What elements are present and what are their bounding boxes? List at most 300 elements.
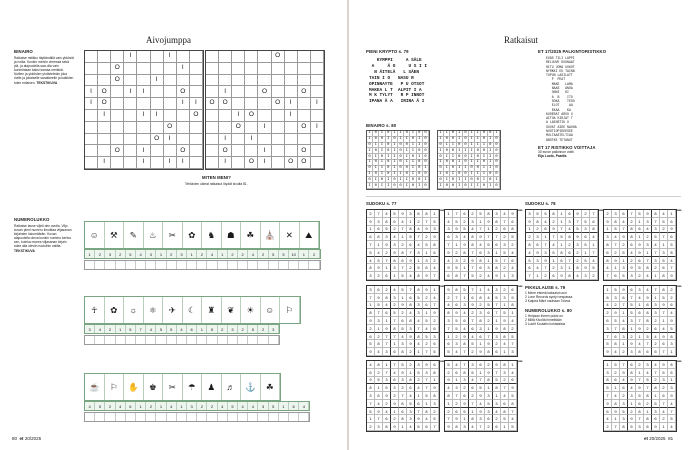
sudoku-cell: 8 [501, 361, 509, 369]
binairo-cell[interactable]: I [98, 110, 111, 122]
binairo-solution-cell: 0 [494, 148, 500, 154]
numerolukko-answer-cell[interactable] [228, 261, 238, 269]
binairo-cell[interactable]: I [311, 122, 324, 134]
binairo-cell[interactable] [124, 157, 137, 169]
binairo-cell[interactable]: I [151, 110, 164, 122]
binairo-solution-cell: I [404, 160, 410, 166]
numerolukko-answer-cell[interactable] [177, 413, 187, 421]
sudoku-cell: 9 [431, 233, 439, 241]
numerolukko-answer-cell[interactable] [105, 413, 115, 421]
binairo-cell[interactable] [311, 51, 324, 63]
binairo-cell[interactable]: I [124, 51, 137, 63]
binairo-cell[interactable] [206, 122, 219, 134]
binairo-cell[interactable] [190, 75, 203, 87]
sudoku-cell: 9 [612, 257, 620, 265]
numerolukko-answer-cell[interactable] [85, 336, 95, 344]
binairo-cell[interactable] [190, 134, 203, 146]
numerolukko-answer-cell[interactable] [187, 413, 197, 421]
binairo-cell[interactable] [311, 157, 324, 169]
binairo-cell[interactable]: I [98, 157, 111, 169]
numerolukko-answer-cell[interactable] [238, 261, 248, 269]
numerolukko-answer-cell[interactable] [116, 336, 126, 344]
binairo-cell[interactable]: O [98, 98, 111, 110]
binairo-cell[interactable] [311, 110, 324, 122]
numerolukko-answer-cell[interactable] [207, 413, 217, 421]
binairo-cell[interactable] [164, 75, 177, 87]
sudoku-cell: 6 [485, 415, 493, 423]
numerolukko-number: 2 [258, 250, 268, 258]
binairo-cell[interactable]: I [124, 86, 137, 98]
binairo-cell[interactable] [190, 63, 203, 75]
binairo-cell[interactable] [272, 157, 285, 169]
binairo-cell[interactable] [151, 98, 164, 110]
binairo-cell[interactable]: I [85, 98, 98, 110]
numerolukko-answer-cell[interactable] [228, 413, 238, 421]
numerolukko-picture-icon: ✂ [163, 222, 183, 248]
binairo-cell[interactable] [285, 51, 298, 63]
binairo-cell[interactable] [232, 86, 245, 98]
binairo-cell[interactable]: I [137, 86, 150, 98]
binairo-cell[interactable] [298, 63, 311, 75]
binairo-cell[interactable] [124, 145, 137, 157]
sudoku-cell: 9 [391, 423, 399, 431]
binairo-cell[interactable] [311, 75, 324, 87]
binairo-cell[interactable]: I [219, 134, 232, 146]
binairo-cell[interactable] [190, 51, 203, 63]
binairo-cell[interactable] [298, 110, 311, 122]
binairo-cell[interactable] [285, 86, 298, 98]
binairo-cell[interactable]: I [151, 75, 164, 87]
page-title-left: Aivojumppa [146, 35, 191, 45]
binairo-cell[interactable]: O [272, 98, 285, 110]
sudoku-cell: 4 [391, 286, 399, 294]
binairo-cell[interactable] [85, 75, 98, 87]
numerolukko-answer-cell[interactable] [238, 336, 248, 344]
numerolukko-answer-cell[interactable] [197, 413, 207, 421]
binairo-cell[interactable] [177, 75, 190, 87]
binairo-cell[interactable] [232, 63, 245, 75]
sudoku-cell: 1 [407, 369, 415, 377]
numerolukko-answer-cell[interactable] [309, 261, 319, 269]
binairo-cell[interactable] [245, 98, 258, 110]
binairo-cell[interactable] [85, 110, 98, 122]
binairo-cell[interactable] [111, 110, 124, 122]
binairo-cell[interactable] [245, 122, 258, 134]
binairo-cell[interactable] [206, 110, 219, 122]
binairo-cell[interactable] [124, 63, 137, 75]
numerolukko-picture-icon: ✋ [124, 374, 144, 400]
binairo-cell[interactable]: O [164, 122, 177, 134]
numerolukko-answer-cell[interactable] [85, 261, 95, 269]
binairo-cell[interactable] [164, 110, 177, 122]
numerolukko-answer-cell[interactable] [197, 336, 207, 344]
binairo-cell[interactable] [190, 122, 203, 134]
numerolukko-answer-cell[interactable] [279, 413, 289, 421]
binairo-cell[interactable] [124, 75, 137, 87]
binairo-cell[interactable] [206, 157, 219, 169]
binairo-cell[interactable] [85, 63, 98, 75]
numerolukko-answer-cell[interactable] [146, 336, 156, 344]
sudoku-cell: 4 [668, 309, 676, 317]
sudoku-cell: 1 [375, 384, 383, 392]
binairo-cell[interactable]: I [219, 157, 232, 169]
binairo-cell[interactable] [190, 157, 203, 169]
binairo-cell[interactable] [124, 98, 137, 110]
sudoku-cell: 2 [375, 369, 383, 377]
binairo-cell[interactable]: O [177, 145, 190, 157]
numerolukko-answer-cell[interactable] [177, 336, 187, 344]
binairo-cell[interactable]: I [164, 51, 177, 63]
sudoku-cell: 8 [612, 400, 620, 408]
binairo-cell[interactable] [137, 122, 150, 134]
binairo-cell[interactable] [111, 98, 124, 110]
binairo-cell[interactable] [111, 134, 124, 146]
binairo-cell[interactable]: I [164, 157, 177, 169]
binairo-cell[interactable]: O [219, 145, 232, 157]
numerolukko-answer-cell[interactable] [105, 336, 115, 344]
binairo-cell[interactable] [285, 75, 298, 87]
binairo-cell[interactable] [272, 122, 285, 134]
numerolukko-answer-cell[interactable] [187, 261, 197, 269]
binairo-cell[interactable]: O [285, 157, 298, 169]
binairo-cell[interactable] [258, 98, 271, 110]
binairo-cell[interactable] [111, 51, 124, 63]
numerolukko-answer-cell[interactable] [167, 261, 177, 269]
binairo-cell[interactable]: O [232, 122, 245, 134]
binairo-cell[interactable]: I [285, 110, 298, 122]
binairo-cell[interactable]: I [219, 86, 232, 98]
binairo-cell[interactable]: O [298, 86, 311, 98]
binairo-cell[interactable] [245, 75, 258, 87]
numerolukko-answer-cell[interactable] [156, 413, 166, 421]
binairo-cell[interactable] [124, 134, 137, 146]
numerolukko-answer-cell[interactable] [228, 336, 238, 344]
numerolukko-answer-cell[interactable] [146, 261, 156, 269]
binairo-cell[interactable]: I [137, 157, 150, 169]
binairo-cell[interactable] [111, 157, 124, 169]
sudoku-cell: 4 [636, 340, 644, 348]
numerolukko-answer-cell[interactable] [95, 336, 105, 344]
binairo-cell[interactable] [298, 134, 311, 146]
binairo-cell[interactable]: I [258, 145, 271, 157]
binairo-cell[interactable]: O [258, 86, 271, 98]
sudoku-cell: 2 [453, 249, 461, 257]
sudoku-cell: 9 [431, 384, 439, 392]
numerolukko-answer-cell[interactable] [167, 336, 177, 344]
sudoku-cell: 5 [469, 369, 477, 377]
sudoku-cell: 1 [477, 286, 485, 294]
binairo-cell[interactable]: I [311, 98, 324, 110]
numerolukko-answer-cell[interactable] [177, 261, 187, 269]
binairo-cell[interactable] [245, 86, 258, 98]
numerolukko-answer-cell[interactable] [299, 413, 309, 421]
numerolukko-answer-cell[interactable] [258, 336, 268, 344]
binairo-cell[interactable] [98, 63, 111, 75]
numerolukko-answer-row[interactable] [84, 335, 280, 345]
binairo-cell[interactable] [124, 122, 137, 134]
binairo-cell[interactable] [137, 63, 150, 75]
binairo-cell[interactable] [177, 51, 190, 63]
numerolukko-answer-cell[interactable] [116, 261, 126, 269]
binairo-cell[interactable]: I [258, 122, 271, 134]
numerolukko-answer-cell[interactable] [156, 336, 166, 344]
sudoku-cell: 4 [445, 302, 453, 310]
binairo-cell[interactable] [258, 63, 271, 75]
sudoku-cell: 7 [574, 218, 582, 226]
numerolukko-answer-cell[interactable] [207, 336, 217, 344]
binairo-cell[interactable]: I [232, 110, 245, 122]
numerolukko-answer-cell[interactable] [116, 413, 126, 421]
numerolukko-answer-cell[interactable] [269, 413, 279, 421]
binairo-solution-cell: 0 [475, 154, 481, 160]
numerolukko-answer-cell[interactable] [299, 261, 309, 269]
binairo-cell[interactable] [272, 145, 285, 157]
sudoku-cell: 1 [668, 348, 676, 356]
binairo-solution-cell: I [392, 148, 398, 154]
binairo-solution-cell: I [392, 166, 398, 172]
binairo-cell[interactable] [206, 134, 219, 146]
binairo-cell[interactable] [311, 63, 324, 75]
binairo-cell[interactable] [111, 86, 124, 98]
numerolukko-answer-cell[interactable] [269, 261, 279, 269]
binairo-cell[interactable] [258, 75, 271, 87]
binairo-cell[interactable] [85, 122, 98, 134]
binairo-cell[interactable] [137, 134, 150, 146]
binairo-cell[interactable]: O [298, 157, 311, 169]
sudoku-cell: 5 [367, 408, 375, 416]
binairo-puzzle-grid-1[interactable] [84, 50, 204, 170]
binairo-cell[interactable] [232, 134, 245, 146]
binairo-cell[interactable] [98, 122, 111, 134]
binairo-cell[interactable] [85, 157, 98, 169]
numerolukko-answer-cell[interactable] [136, 413, 146, 421]
binairo-cell[interactable] [219, 51, 232, 63]
sudoku-cell: 1 [469, 408, 477, 416]
binairo-cell[interactable]: O [190, 110, 203, 122]
binairo-cell[interactable] [272, 86, 285, 98]
numerolukko-answer-cell[interactable] [156, 261, 166, 269]
binairo-cell[interactable] [137, 75, 150, 87]
binairo-cell[interactable]: I [137, 145, 150, 157]
sudoku-cell: 9 [431, 309, 439, 317]
binairo-cell[interactable] [298, 51, 311, 63]
binairo-cell[interactable] [98, 134, 111, 146]
binairo-cell[interactable] [190, 86, 203, 98]
binairo-cell[interactable] [298, 75, 311, 87]
binairo-cell[interactable] [272, 110, 285, 122]
numerolukko-answer-cell[interactable] [218, 336, 228, 344]
binairo-cell[interactable] [111, 122, 124, 134]
binairo-cell[interactable] [219, 110, 232, 122]
numerolukko-answer-cell[interactable] [95, 261, 105, 269]
numerolukko-answer-cell[interactable] [146, 413, 156, 421]
binairo-cell[interactable]: O [298, 122, 311, 134]
binairo-cell[interactable] [137, 51, 150, 63]
binairo-cell[interactable] [285, 63, 298, 75]
binairo-cell[interactable] [85, 51, 98, 63]
binairo-cell[interactable] [206, 86, 219, 98]
folio-left: 80 et 20/2025 [12, 436, 42, 441]
binairo-cell[interactable] [245, 51, 258, 63]
binairo-cell[interactable] [206, 75, 219, 87]
binairo-cell[interactable] [219, 75, 232, 87]
binairo-cell[interactable] [219, 63, 232, 75]
binairo-cell[interactable] [206, 63, 219, 75]
binairo-cell[interactable]: O [111, 75, 124, 87]
binairo-cell[interactable] [232, 157, 245, 169]
sudoku-cell: 7 [423, 348, 431, 356]
binairo-cell[interactable]: I [85, 86, 98, 98]
numerolukko-answer-cell[interactable] [167, 413, 177, 421]
numerolukko-answer-cell[interactable] [279, 261, 289, 269]
numerolukko-number: 1 [116, 325, 126, 333]
sudoku-cell: 1 [445, 210, 453, 218]
binairo-cell[interactable] [232, 98, 245, 110]
numerolukko-answer-cell[interactable] [187, 336, 197, 344]
binairo-cell[interactable]: O [151, 134, 164, 146]
binairo-cell[interactable] [206, 145, 219, 157]
binairo-cell[interactable] [232, 75, 245, 87]
sudoku-cell: 6 [407, 241, 415, 249]
numerolukko-answer-row[interactable] [84, 412, 310, 422]
numerolukko-answer-cell[interactable] [289, 413, 299, 421]
numerolukko-answer-cell[interactable] [248, 413, 258, 421]
binairo-cell[interactable] [98, 145, 111, 157]
binairo-solution-cell: 0 [438, 177, 444, 183]
binairo-cell[interactable]: O [272, 51, 285, 63]
binairo-cell[interactable] [124, 110, 137, 122]
binairo-cell[interactable] [285, 134, 298, 146]
binairo-cell[interactable]: O [111, 145, 124, 157]
numerolukko-answer-cell[interactable] [258, 413, 268, 421]
binairo-cell[interactable] [85, 134, 98, 146]
binairo-cell[interactable] [245, 145, 258, 157]
binairo-cell[interactable]: I [258, 157, 271, 169]
binairo-cell[interactable] [258, 134, 271, 146]
binairo-cell[interactable] [219, 122, 232, 134]
binairo-cell[interactable]: I [190, 98, 203, 110]
binairo-cell[interactable] [151, 157, 164, 169]
binairo-cell[interactable] [164, 63, 177, 75]
binairo-cell[interactable] [164, 98, 177, 110]
binairo-cell[interactable]: I [177, 63, 190, 75]
binairo-cell[interactable] [232, 145, 245, 157]
numerolukko-answer-cell[interactable] [289, 261, 299, 269]
binairo-cell[interactable] [177, 122, 190, 134]
binairo-cell[interactable] [272, 75, 285, 87]
numerolukko-answer-cell[interactable] [218, 413, 228, 421]
sudoku-cell: 5 [415, 264, 423, 272]
binairo-cell[interactable]: O [298, 145, 311, 157]
numerolukko-answer-cell[interactable] [126, 336, 136, 344]
numerolukko-answer-cell[interactable] [248, 261, 258, 269]
numerolukko-answer-cell[interactable] [248, 336, 258, 344]
binairo-cell[interactable] [311, 134, 324, 146]
binairo-cell[interactable] [285, 145, 298, 157]
binairo-cell[interactable] [151, 122, 164, 134]
binairo-cell[interactable] [151, 145, 164, 157]
binairo-cell[interactable]: I [177, 98, 190, 110]
binairo-cell[interactable] [137, 98, 150, 110]
binairo-cell[interactable]: I [245, 134, 258, 146]
numerolukko-answer-cell[interactable] [269, 336, 279, 344]
numerolukko-number: 2 [309, 250, 319, 258]
numerolukko-answer-cell[interactable] [105, 261, 115, 269]
numerolukko-answer-cell[interactable] [258, 261, 268, 269]
binairo-cell[interactable] [151, 63, 164, 75]
binairo-cell[interactable] [177, 134, 190, 146]
binairo-cell[interactable] [98, 75, 111, 87]
binairo-cell[interactable] [164, 86, 177, 98]
binairo-cell[interactable]: O [245, 157, 258, 169]
binairo-cell[interactable]: O [206, 98, 219, 110]
binairo-cell[interactable] [258, 110, 271, 122]
binairo-cell[interactable]: O [98, 86, 111, 98]
sudoku-cell: 8 [407, 317, 415, 325]
binairo-cell[interactable] [272, 63, 285, 75]
sudoku-cell: 3 [509, 348, 517, 356]
numerolukko-picture-icon: ☘ [241, 222, 261, 248]
numerolukko-answer-cell[interactable] [207, 261, 217, 269]
binairo-cell[interactable] [311, 86, 324, 98]
binairo-cell[interactable]: I [285, 98, 298, 110]
binairo-cell[interactable] [311, 145, 324, 157]
binairo-cell[interactable]: O [219, 98, 232, 110]
numerolukko-answer-cell[interactable] [218, 261, 228, 269]
binairo-cell[interactable] [85, 145, 98, 157]
binairo-puzzle-grid-2[interactable] [205, 50, 325, 170]
numerolukko-answer-cell[interactable] [95, 413, 105, 421]
binairo-cell[interactable]: I [177, 157, 190, 169]
sudoku-cell: 3 [453, 384, 461, 392]
right-page [349, 0, 696, 450]
binairo-cell[interactable] [206, 51, 219, 63]
binairo-cell[interactable] [151, 51, 164, 63]
sudoku-cell: 5 [558, 233, 566, 241]
binairo-cell[interactable]: O [177, 86, 190, 98]
numerolukko-answer-row[interactable] [84, 260, 321, 270]
numerolukko-answer-cell[interactable] [136, 336, 146, 344]
binairo-cell[interactable] [190, 145, 203, 157]
numerolukko-answer-cell[interactable] [126, 261, 136, 269]
binairo-solution-cell: I [410, 131, 416, 137]
sudoku-cell: 3 [660, 249, 668, 257]
binairo-cell[interactable] [245, 63, 258, 75]
binairo-cell[interactable]: O [245, 110, 258, 122]
binairo-cell[interactable]: I [164, 134, 177, 146]
sudoku-cell: 7 [493, 233, 501, 241]
numerolukko-answer-cell[interactable] [136, 261, 146, 269]
binairo-cell[interactable] [177, 110, 190, 122]
binairo-cell[interactable] [151, 86, 164, 98]
binairo-cell[interactable] [258, 51, 271, 63]
numerolukko-answer-cell[interactable] [126, 413, 136, 421]
binairo-cell[interactable] [298, 98, 311, 110]
sudoku-cell: 3 [652, 226, 660, 234]
numerolukko-answer-cell[interactable] [197, 261, 207, 269]
binairo-cell[interactable]: I [137, 110, 150, 122]
binairo-cell[interactable]: O [111, 63, 124, 75]
binairo-cell[interactable] [164, 145, 177, 157]
numerolukko-answer-cell[interactable] [238, 413, 248, 421]
binairo-cell[interactable] [285, 122, 298, 134]
sudoku-cell: 8 [636, 408, 644, 416]
binairo-cell[interactable] [232, 51, 245, 63]
binairo-cell[interactable] [272, 134, 285, 146]
binairo-cell[interactable] [98, 51, 111, 63]
sudoku-cell: 1 [423, 249, 431, 257]
numerolukko-answer-cell[interactable] [85, 413, 95, 421]
